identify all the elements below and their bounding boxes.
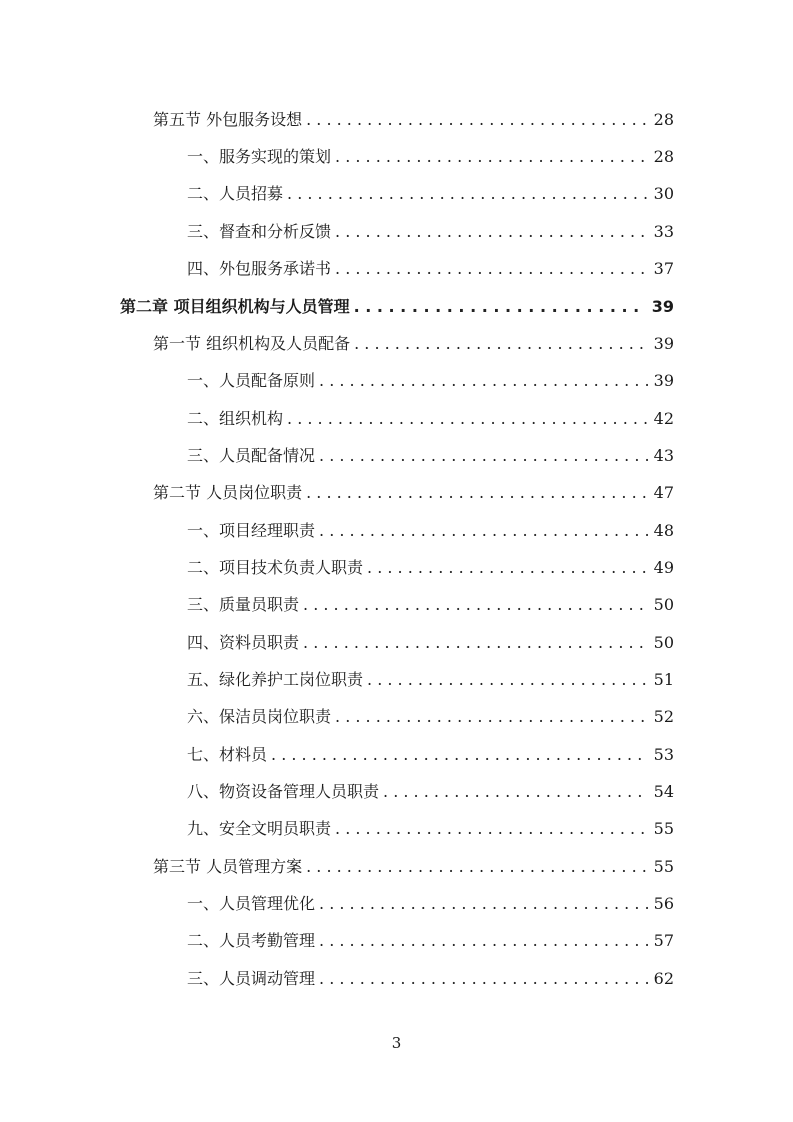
toc-entry-title: 二、人员考勤管理 [187, 931, 316, 950]
toc-entry[interactable] [153, 481, 674, 505]
toc-entry[interactable] [187, 892, 674, 916]
toc-entry-page: 62 [653, 969, 674, 988]
dot-leader [319, 967, 648, 991]
toc-entry[interactable] [187, 631, 674, 655]
toc-entry-page: 39 [653, 334, 674, 353]
dot-leader [287, 182, 648, 206]
toc-entry-page: 48 [653, 521, 674, 540]
toc-entry[interactable] [187, 705, 674, 729]
toc-entry[interactable] [187, 817, 674, 841]
dot-leader [335, 705, 648, 729]
toc-entry-page: 52 [653, 707, 674, 726]
toc-entry[interactable] [153, 855, 674, 879]
toc-entry[interactable] [187, 967, 674, 991]
dot-leader [367, 668, 648, 692]
dot-leader [319, 929, 648, 953]
toc-entry[interactable] [187, 593, 674, 617]
toc-entry-page: 28 [653, 147, 674, 166]
dot-leader [335, 220, 648, 244]
toc-entry-page: 53 [653, 745, 674, 764]
toc-entry-page: 55 [653, 857, 674, 876]
dot-leader [354, 332, 648, 356]
toc-entry-page: 37 [653, 259, 674, 278]
toc-entry[interactable] [187, 444, 674, 468]
toc-entry-title: 一、人员管理优化 [187, 894, 316, 913]
toc-entry-page: 43 [653, 446, 674, 465]
toc-entry-title: 七、材料员 [187, 745, 268, 764]
toc-entry-title: 一、服务实现的策划 [187, 147, 332, 166]
toc-entry-title: 第五节 外包服务设想 [153, 110, 303, 129]
toc-entry[interactable] [187, 145, 674, 169]
dot-leader [367, 556, 648, 580]
toc-entry-page: 57 [653, 931, 674, 950]
toc-entry-title: 第一节 组织机构及人员配备 [153, 334, 351, 353]
toc-entry-page: 39 [653, 371, 674, 390]
toc-entry-title: 五、绿化养护工岗位职责 [187, 670, 364, 689]
dot-leader [303, 593, 648, 617]
toc-entry[interactable] [187, 182, 674, 206]
toc-entry-page: 56 [653, 894, 674, 913]
page-number: 3 [391, 1034, 402, 1052]
toc-entry-title: 三、质量员职责 [187, 595, 300, 614]
toc-entry-page: 39 [651, 297, 674, 316]
toc-entry[interactable] [187, 743, 674, 767]
toc-entry[interactable] [153, 108, 674, 132]
toc-entry-title: 四、资料员职责 [187, 633, 300, 652]
dot-leader [319, 892, 648, 916]
toc-entry-page: 30 [653, 184, 674, 203]
toc-entry[interactable] [187, 369, 674, 393]
toc-entry-title: 第二节 人员岗位职责 [153, 483, 303, 502]
dot-leader [306, 855, 648, 879]
toc-entry-page: 28 [653, 110, 674, 129]
toc-entry[interactable] [153, 332, 674, 356]
toc-entry-title: 三、人员配备情况 [187, 446, 316, 465]
dot-leader [306, 108, 648, 132]
toc-entry-title: 二、人员招募 [187, 184, 284, 203]
toc-entry[interactable] [187, 257, 674, 281]
toc-entry-page: 33 [653, 222, 674, 241]
toc-entry-title: 九、安全文明员职责 [187, 819, 332, 838]
dot-leader [335, 817, 648, 841]
toc-entry[interactable] [187, 929, 674, 953]
toc-entry[interactable] [187, 519, 674, 543]
toc-entry-page: 42 [653, 409, 674, 428]
dot-leader [383, 780, 648, 804]
toc-entry-title: 二、组织机构 [187, 409, 284, 428]
toc-entry-title: 六、保洁员岗位职责 [187, 707, 332, 726]
dot-leader [306, 481, 648, 505]
toc-entry-title: 一、项目经理职责 [187, 521, 316, 540]
toc-entry[interactable] [187, 407, 674, 431]
toc-entry[interactable] [187, 220, 674, 244]
toc-entry-title: 第二章 项目组织机构与人员管理 [120, 297, 350, 316]
dot-leader [335, 257, 648, 281]
toc-entry-page: 51 [653, 670, 674, 689]
dot-leader [335, 145, 648, 169]
toc-entry-title: 三、督查和分析反馈 [187, 222, 332, 241]
dot-leader [271, 743, 648, 767]
toc-entry[interactable] [187, 780, 674, 804]
toc-entry-page: 55 [653, 819, 674, 838]
toc-entry-page: 50 [653, 633, 674, 652]
dot-leader [287, 407, 648, 431]
toc-entry-title: 二、项目技术负责人职责 [187, 558, 364, 577]
dot-leader [303, 631, 648, 655]
toc-entry-title: 四、外包服务承诺书 [187, 259, 332, 278]
toc-entry-page: 50 [653, 595, 674, 614]
toc-entry-title: 八、物资设备管理人员职责 [187, 782, 380, 801]
toc-entry-page: 54 [653, 782, 674, 801]
dot-leader [319, 369, 648, 393]
toc-chapter-entry[interactable] [120, 295, 674, 319]
dot-leader [319, 444, 648, 468]
toc-entry-title: 第三节 人员管理方案 [153, 857, 303, 876]
dot-leader [354, 295, 646, 319]
toc-entry-title: 一、人员配备原则 [187, 371, 316, 390]
toc-entry-title: 三、人员调动管理 [187, 969, 316, 988]
toc-entry[interactable] [187, 668, 674, 692]
toc-entry[interactable] [187, 556, 674, 580]
toc-entry-page: 47 [653, 483, 674, 502]
dot-leader [319, 519, 648, 543]
toc-entry-page: 49 [653, 558, 674, 577]
